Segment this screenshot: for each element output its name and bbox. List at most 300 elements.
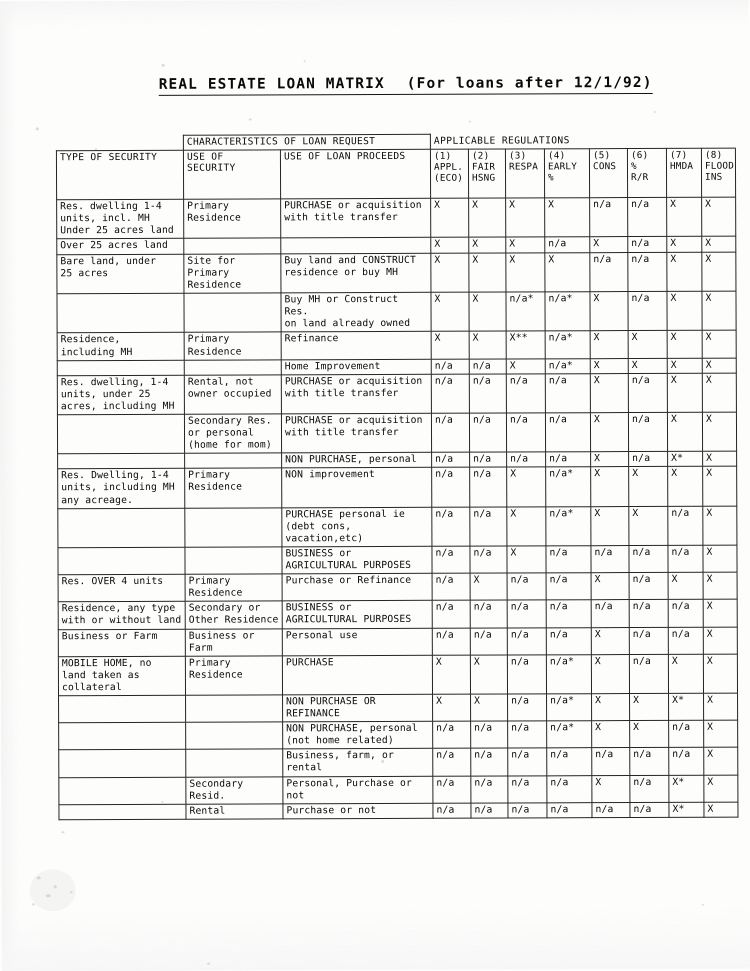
cell-reg-6-value: n/a: [628, 292, 667, 331]
cell-reg-1-value: n/a: [431, 413, 469, 452]
cell-reg-3-value: n/a*: [506, 292, 545, 331]
cell-reg-6-value: X: [630, 693, 669, 720]
cell-use-of-security: [184, 238, 281, 254]
cell-reg-3-value: n/a: [508, 775, 547, 802]
matrix-head: [56, 133, 735, 199]
cell-reg-1-value: n/a: [433, 748, 471, 775]
cell-reg-8-value: X: [703, 654, 737, 693]
reg-5-line3: CONS: [593, 161, 624, 172]
cell-reg-3-value: n/a: [508, 803, 547, 818]
cell-type-of-security: Residence, any type with or without land: [58, 602, 185, 630]
cell-reg-2-value: n/a: [471, 776, 508, 803]
cell-reg-4-value: n/a*: [547, 721, 592, 748]
cell-type-of-security: [57, 293, 184, 333]
cell-reg-2-value: n/a: [469, 413, 506, 452]
table-row: [58, 545, 737, 575]
cell-use-of-security: Primary Residence: [184, 198, 281, 238]
cell-use-of-loan-proceeds: NON PURCHASE, personal: [282, 453, 432, 469]
cell-reg-8-value: X: [703, 545, 737, 572]
cell-use-of-loan-proceeds: NON PURCHASE OR REFINANCE: [283, 694, 433, 722]
cell-reg-3-value: n/a: [507, 600, 546, 627]
cell-type-of-security: [59, 777, 186, 805]
cell-reg-8-value: X: [702, 197, 736, 236]
cell-reg-8-value: X: [702, 412, 736, 451]
title-date-qualifier: (For loans after 12/1/92): [407, 75, 653, 92]
cell-reg-6-value: n/a: [629, 573, 668, 600]
cell-use-of-loan-proceeds: PURCHASE or acquisition with title transfer: [281, 198, 431, 238]
cell-reg-6-value: n/a: [629, 627, 668, 654]
scan-speck: [654, 111, 656, 113]
table-row: [59, 720, 738, 750]
cell-type-of-security: [59, 695, 186, 723]
cell-reg-1-value: n/a: [432, 546, 470, 573]
cell-reg-6-value: n/a: [628, 373, 667, 412]
cell-reg-6-value: n/a: [629, 545, 668, 572]
cell-reg-7-value: X: [668, 654, 703, 693]
cell-use-of-loan-proceeds: Personal, Purchase or not: [283, 776, 433, 804]
cell-reg-4-value: n/a*: [546, 506, 591, 545]
cell-use-of-security: Primary Residence: [185, 574, 282, 602]
cell-reg-5-value: X: [590, 292, 628, 331]
reg-2-line2: FAIR: [472, 161, 502, 172]
cell-reg-2-value: X: [469, 198, 506, 237]
cell-reg-6-value: n/a: [630, 748, 669, 775]
cell-reg-2-value: X: [470, 655, 507, 694]
cell-use-of-security: Secondary Resid.: [186, 776, 283, 804]
table-row: [57, 412, 736, 454]
cell-reg-2-value: n/a: [471, 748, 508, 775]
cell-type-of-security: Over 25 acres land: [57, 238, 184, 254]
cell-reg-1-value: X: [431, 332, 469, 359]
reg-6-line3: R/R: [631, 172, 663, 183]
reg-2-number: (2): [472, 150, 502, 161]
header-use-of-security: USE OF SECURITY: [183, 149, 280, 198]
cell-reg-2-value: n/a: [469, 359, 506, 374]
cell-use-of-security: Primary Residence: [185, 468, 282, 508]
cell-reg-4-value: n/a*: [546, 654, 591, 693]
cell-reg-1-value: n/a: [433, 803, 471, 818]
cell-reg-7-value: n/a: [669, 720, 704, 747]
cell-reg-4-value: n/a: [545, 413, 590, 452]
table-row: [58, 599, 737, 629]
header-reg-4-early-pct: [544, 148, 589, 197]
cell-reg-8-value: X: [703, 599, 737, 626]
header-use-of-loan-proceeds: USE OF LOAN PROCEEDS: [280, 149, 430, 199]
cell-use-of-security: Secondary Res. or personal (home for mom): [184, 414, 281, 454]
header-reg-6-pct-rr: [627, 148, 666, 197]
spacer-cell: [56, 135, 183, 150]
cell-reg-8-value: X: [703, 506, 737, 545]
cell-reg-3-value: X: [506, 253, 545, 292]
cell-reg-4-value: n/a: [546, 546, 591, 573]
cell-reg-8-value: X: [702, 331, 736, 358]
cell-reg-6-value: n/a: [629, 600, 668, 627]
cell-use-of-security: Business or Farm: [185, 628, 282, 656]
reg-8-line3: INS: [705, 172, 732, 183]
cell-reg-4-value: n/a*: [547, 694, 592, 721]
cell-reg-3-value: n/a: [508, 748, 547, 775]
cell-use-of-loan-proceeds: Purchase or not: [283, 803, 433, 819]
cell-use-of-loan-proceeds: PURCHASE or acquisition with title transfer: [281, 374, 431, 414]
cell-reg-1-value: n/a: [432, 468, 470, 507]
table-row: [59, 747, 738, 777]
cell-type-of-security: [58, 508, 185, 548]
cell-reg-8-value: X: [704, 693, 738, 720]
table-row: [58, 654, 737, 696]
cell-reg-6-value: n/a: [628, 236, 667, 252]
cell-use-of-security: [186, 749, 283, 777]
matrix-body: [57, 197, 738, 820]
table-row: [59, 802, 738, 820]
page-title: [159, 75, 653, 96]
cell-type-of-security: Res. OVER 4 units: [58, 574, 185, 602]
scan-edge-top: [0, 0, 748, 27]
cell-reg-4-value: n/a: [545, 237, 590, 253]
cell-reg-4-value: n/a: [547, 748, 592, 775]
cell-type-of-security: Res. dwelling 1-4 units, incl. MH Under 25 acres land: [57, 199, 184, 239]
cell-reg-8-value: X: [703, 627, 737, 654]
cell-reg-2-value: X: [469, 253, 506, 292]
table-row: [58, 506, 737, 548]
table-row: [58, 572, 737, 602]
cell-reg-8-value: X: [704, 775, 738, 802]
cell-reg-2-value: X: [469, 331, 506, 358]
cell-reg-6-value: X: [629, 467, 668, 506]
cell-reg-6-value: X: [628, 331, 667, 358]
cell-reg-5-value: X: [590, 331, 628, 358]
cell-reg-7-value: X: [668, 572, 703, 599]
cell-reg-2-value: n/a: [470, 628, 507, 655]
scan-edge-bottom: [2, 909, 750, 971]
cell-type-of-security: Residence, including MH: [57, 333, 184, 361]
cell-reg-1-value: n/a: [432, 573, 470, 600]
reg-3-number: (3): [509, 150, 541, 161]
table-row: [57, 373, 736, 415]
cell-use-of-security: Primary Residence: [184, 332, 281, 360]
cell-use-of-security: Site for Primary Residence: [184, 254, 281, 294]
cell-reg-4-value: n/a*: [545, 358, 590, 373]
header-type-of-security: TYPE OF SECURITY: [56, 150, 183, 199]
cell-use-of-security: [185, 547, 282, 575]
cell-reg-6-value: n/a: [628, 197, 667, 236]
cell-reg-3-value: X: [507, 507, 546, 546]
cell-reg-4-value: n/a*: [546, 467, 591, 506]
cell-use-of-loan-proceeds: PURCHASE personal ie (debt cons, vacation,etc): [282, 507, 432, 547]
cell-use-of-security: [185, 508, 282, 548]
header-reg-2-fair-hsng: [468, 149, 505, 198]
reg-4-line3: %: [548, 172, 586, 183]
cell-use-of-loan-proceeds: PURCHASE or acquisition with title transfer: [281, 413, 431, 453]
header-reg-7-hmda: [666, 148, 701, 197]
scan-speck: [62, 831, 65, 833]
cell-reg-1-value: n/a: [432, 600, 470, 627]
table-row: [57, 252, 736, 294]
cell-reg-7-value: X: [667, 252, 702, 291]
cell-reg-2-value: n/a: [471, 803, 508, 818]
cell-type-of-security: Business or Farm: [58, 629, 185, 657]
cell-use-of-loan-proceeds: Personal use: [282, 628, 432, 656]
cell-reg-1-value: X: [433, 694, 471, 721]
cell-reg-3-value: n/a: [506, 413, 545, 452]
cell-reg-6-value: X: [628, 358, 667, 373]
cell-reg-7-value: n/a: [668, 627, 703, 654]
cell-reg-3-value: n/a: [507, 573, 546, 600]
cell-reg-2-value: n/a: [471, 721, 508, 748]
cell-use-of-loan-proceeds: [281, 237, 431, 254]
cell-reg-8-value: X: [704, 802, 738, 817]
reg-4-number: (4): [548, 150, 586, 161]
cell-reg-5-value: n/a: [591, 600, 629, 627]
cell-reg-3-value: n/a: [508, 694, 547, 721]
reg-3-line3: RESPA: [509, 161, 541, 172]
cell-reg-5-value: n/a: [590, 252, 628, 291]
cell-reg-4-value: n/a: [547, 775, 592, 802]
cell-reg-2-value: n/a: [470, 507, 507, 546]
cell-reg-1-value: X: [431, 198, 469, 237]
cell-reg-1-value: X: [431, 292, 469, 331]
cell-reg-4-value: n/a: [546, 600, 591, 627]
reg-1-line3: (ECO): [434, 173, 465, 184]
cell-reg-2-value: X: [469, 237, 506, 253]
scan-speck: [249, 118, 252, 120]
cell-use-of-security: [184, 293, 281, 333]
cell-use-of-loan-proceeds: NON PURCHASE, personal (not home related): [283, 721, 433, 749]
cell-use-of-security: [186, 695, 283, 723]
cell-reg-1-value: X: [431, 253, 469, 292]
scan-speck: [162, 64, 165, 67]
cell-reg-5-value: X: [591, 467, 629, 506]
cell-use-of-security: [186, 722, 283, 750]
cell-reg-7-value: X: [667, 197, 702, 236]
cell-use-of-loan-proceeds: BUSINESS or AGRICULTURAL PURPOSES: [282, 601, 432, 629]
cell-reg-7-value: X: [667, 373, 702, 412]
cell-reg-4-value: n/a*: [545, 331, 590, 358]
cell-reg-5-value: X: [591, 452, 629, 467]
cell-reg-8-value: X: [704, 747, 738, 774]
cell-type-of-security: [57, 360, 184, 376]
cell-reg-5-value: X: [590, 236, 628, 252]
cell-type-of-security: Res. Dwelling, 1-4 units, including MH any acreage.: [58, 469, 185, 509]
cell-reg-2-value: n/a: [470, 600, 507, 627]
cell-reg-6-value: n/a: [628, 252, 667, 291]
cell-type-of-security: MOBILE HOME, no land taken as collateral: [58, 656, 185, 696]
cell-use-of-loan-proceeds: BUSINESS or AGRICULTURAL PURPOSES: [282, 546, 432, 574]
scan-edge-left: [0, 1, 20, 971]
cell-reg-5-value: n/a: [590, 197, 628, 236]
cell-reg-5-value: X: [592, 694, 630, 721]
cell-type-of-security: [57, 414, 184, 454]
cell-reg-1-value: n/a: [433, 776, 471, 803]
reg-8-line2: FLOOD: [705, 161, 732, 172]
scan-speck: [304, 60, 306, 62]
cell-reg-8-value: X: [702, 236, 736, 252]
table-row: [58, 467, 737, 509]
cell-reg-4-value: n/a: [546, 627, 591, 654]
cell-reg-4-value: n/a*: [545, 292, 590, 331]
cell-reg-4-value: X: [545, 253, 590, 292]
cell-type-of-security: Bare land, under 25 acres: [57, 254, 184, 294]
cell-reg-1-value: X: [432, 655, 470, 694]
cell-use-of-security: [184, 360, 281, 375]
header-reg-3-respa: [505, 148, 544, 197]
cell-reg-2-value: n/a: [470, 452, 507, 467]
cell-use-of-loan-proceeds: NON improvement: [282, 468, 432, 508]
cell-reg-6-value: X: [630, 721, 669, 748]
cell-reg-5-value: X: [591, 506, 629, 545]
cell-reg-3-value: X: [507, 467, 546, 506]
reg-5-number: (5): [593, 150, 624, 161]
cell-reg-1-value: n/a: [432, 507, 470, 546]
scan-speck: [702, 904, 704, 906]
cell-reg-6-value: n/a: [628, 412, 667, 451]
cell-reg-3-value: n/a: [507, 452, 546, 467]
cell-reg-3-value: X: [506, 358, 545, 373]
reg-7-line3: HMDA: [670, 161, 698, 172]
cell-reg-3-value: X: [506, 237, 545, 253]
cell-reg-5-value: X: [590, 413, 628, 452]
table-row: [58, 627, 737, 657]
applicable-regulations-group-header: APPLICABLE REGULATIONS: [430, 133, 735, 149]
reg-7-number: (7): [670, 149, 698, 160]
cell-reg-4-value: n/a: [546, 573, 591, 600]
header-reg-1-appl-eco: [430, 149, 468, 198]
cell-reg-8-value: X: [702, 358, 736, 373]
cell-reg-5-value: X: [591, 573, 629, 600]
cell-reg-5-value: X: [590, 373, 628, 412]
reg-1-line2: APPL.: [434, 162, 465, 173]
cell-reg-3-value: n/a: [507, 655, 546, 694]
cell-reg-7-value: n/a: [668, 545, 703, 572]
table-row: [57, 197, 736, 239]
cell-reg-7-value: X*: [669, 775, 704, 802]
cell-reg-7-value: n/a: [669, 748, 704, 775]
cell-reg-2-value: X: [471, 694, 508, 721]
cell-reg-3-value: n/a: [507, 627, 546, 654]
cell-reg-6-value: X: [629, 506, 668, 545]
cell-use-of-security: Primary Residence: [185, 656, 282, 696]
cell-reg-5-value: X: [592, 775, 630, 802]
reg-6-line2: %: [631, 161, 663, 172]
cell-use-of-loan-proceeds: Refinance: [281, 332, 431, 360]
cell-reg-8-value: X: [702, 252, 736, 291]
cell-reg-5-value: X: [592, 721, 630, 748]
reg-6-number: (6): [631, 150, 663, 161]
cell-reg-7-value: X*: [669, 802, 704, 817]
reg-8-number: (8): [705, 149, 732, 160]
scan-speck: [36, 127, 39, 130]
reg-4-line2: EARLY: [548, 161, 586, 172]
table-row: [59, 775, 738, 805]
cell-reg-7-value: X: [667, 331, 702, 358]
cell-use-of-security: Rental, not owner occupied: [184, 375, 281, 415]
loan-matrix: [56, 133, 738, 820]
loan-matrix-table: [56, 133, 739, 820]
reg-2-line3: HSNG: [472, 173, 502, 184]
cell-reg-5-value: n/a: [591, 545, 629, 572]
title-main: REAL ESTATE LOAN MATRIX: [159, 76, 385, 93]
cell-type-of-security: [58, 454, 185, 470]
cell-reg-8-value: X: [703, 451, 737, 466]
header-reg-8-flood-ins: [701, 148, 735, 197]
cell-reg-7-value: X: [667, 291, 702, 330]
cell-reg-6-value: n/a: [630, 775, 669, 802]
cell-reg-8-value: X: [702, 291, 736, 330]
cell-reg-5-value: X: [591, 627, 629, 654]
cell-reg-8-value: X: [703, 572, 737, 599]
cell-reg-7-value: n/a: [668, 600, 703, 627]
cell-reg-2-value: n/a: [470, 467, 507, 506]
cell-reg-1-value: n/a: [432, 628, 470, 655]
cell-use-of-security: [185, 453, 282, 468]
reg-1-number: (1): [434, 150, 465, 161]
cell-type-of-security: [59, 804, 186, 820]
cell-use-of-loan-proceeds: Buy land and CONSTRUCT residence or buy MH: [281, 253, 431, 293]
cell-reg-8-value: X: [704, 720, 738, 747]
cell-type-of-security: [59, 722, 186, 750]
cell-reg-4-value: n/a: [545, 373, 590, 412]
cell-use-of-loan-proceeds: PURCHASE: [282, 655, 432, 695]
cell-reg-7-value: X: [667, 236, 702, 252]
cell-reg-6-value: n/a: [629, 654, 668, 693]
cell-reg-6-value: n/a: [630, 802, 669, 817]
cell-reg-2-value: X: [469, 292, 506, 331]
cell-reg-8-value: X: [703, 467, 737, 506]
cell-reg-3-value: X**: [506, 331, 545, 358]
cell-type-of-security: [58, 547, 185, 575]
cell-reg-5-value: n/a: [592, 748, 630, 775]
cell-reg-2-value: n/a: [469, 374, 506, 413]
cell-use-of-loan-proceeds: Home Improvement: [281, 359, 431, 375]
characteristics-group-header: CHARACTERISTICS OF LOAN REQUEST: [183, 134, 430, 150]
table-row: [57, 331, 736, 361]
cell-type-of-security: [59, 750, 186, 778]
cell-reg-7-value: X: [667, 358, 702, 373]
cell-reg-1-value: n/a: [433, 721, 471, 748]
cell-type-of-security: Res. dwelling, 1-4 units, under 25 acres, including MH: [57, 375, 184, 415]
cell-reg-7-value: X: [668, 467, 703, 506]
scan-speck: [207, 963, 210, 965]
cell-reg-1-value: X: [431, 237, 469, 253]
cell-use-of-security: Secondary or Other Residence: [185, 601, 282, 629]
cell-reg-7-value: X: [667, 412, 702, 451]
cell-reg-2-value: X: [470, 573, 507, 600]
cell-use-of-loan-proceeds: Business, farm, or rental: [283, 749, 433, 777]
cell-reg-7-value: X*: [669, 693, 704, 720]
cell-reg-8-value: X: [702, 373, 736, 412]
cell-reg-1-value: n/a: [432, 452, 470, 467]
cell-reg-5-value: X: [590, 358, 628, 373]
cell-use-of-loan-proceeds: Buy MH or Construct Res. on land already owned: [281, 292, 431, 332]
cell-reg-4-value: X: [545, 197, 590, 236]
scan-blotch: [30, 869, 76, 911]
table-row: [59, 693, 738, 723]
scan-speck: [469, 121, 471, 123]
cell-reg-1-value: n/a: [431, 374, 469, 413]
cell-reg-3-value: X: [506, 197, 545, 236]
column-header-row: [56, 148, 735, 200]
cell-reg-1-value: n/a: [431, 359, 469, 374]
cell-reg-7-value: n/a: [668, 506, 703, 545]
table-row: [57, 291, 736, 333]
cell-reg-5-value: n/a: [592, 802, 630, 817]
cell-reg-4-value: n/a: [546, 452, 591, 467]
header-reg-5-cons: [589, 148, 627, 197]
cell-reg-3-value: n/a: [506, 374, 545, 413]
cell-use-of-security: Rental: [186, 804, 283, 819]
cell-reg-6-value: n/a: [629, 452, 668, 467]
cell-reg-5-value: X: [591, 654, 629, 693]
cell-reg-7-value: X*: [668, 452, 703, 467]
